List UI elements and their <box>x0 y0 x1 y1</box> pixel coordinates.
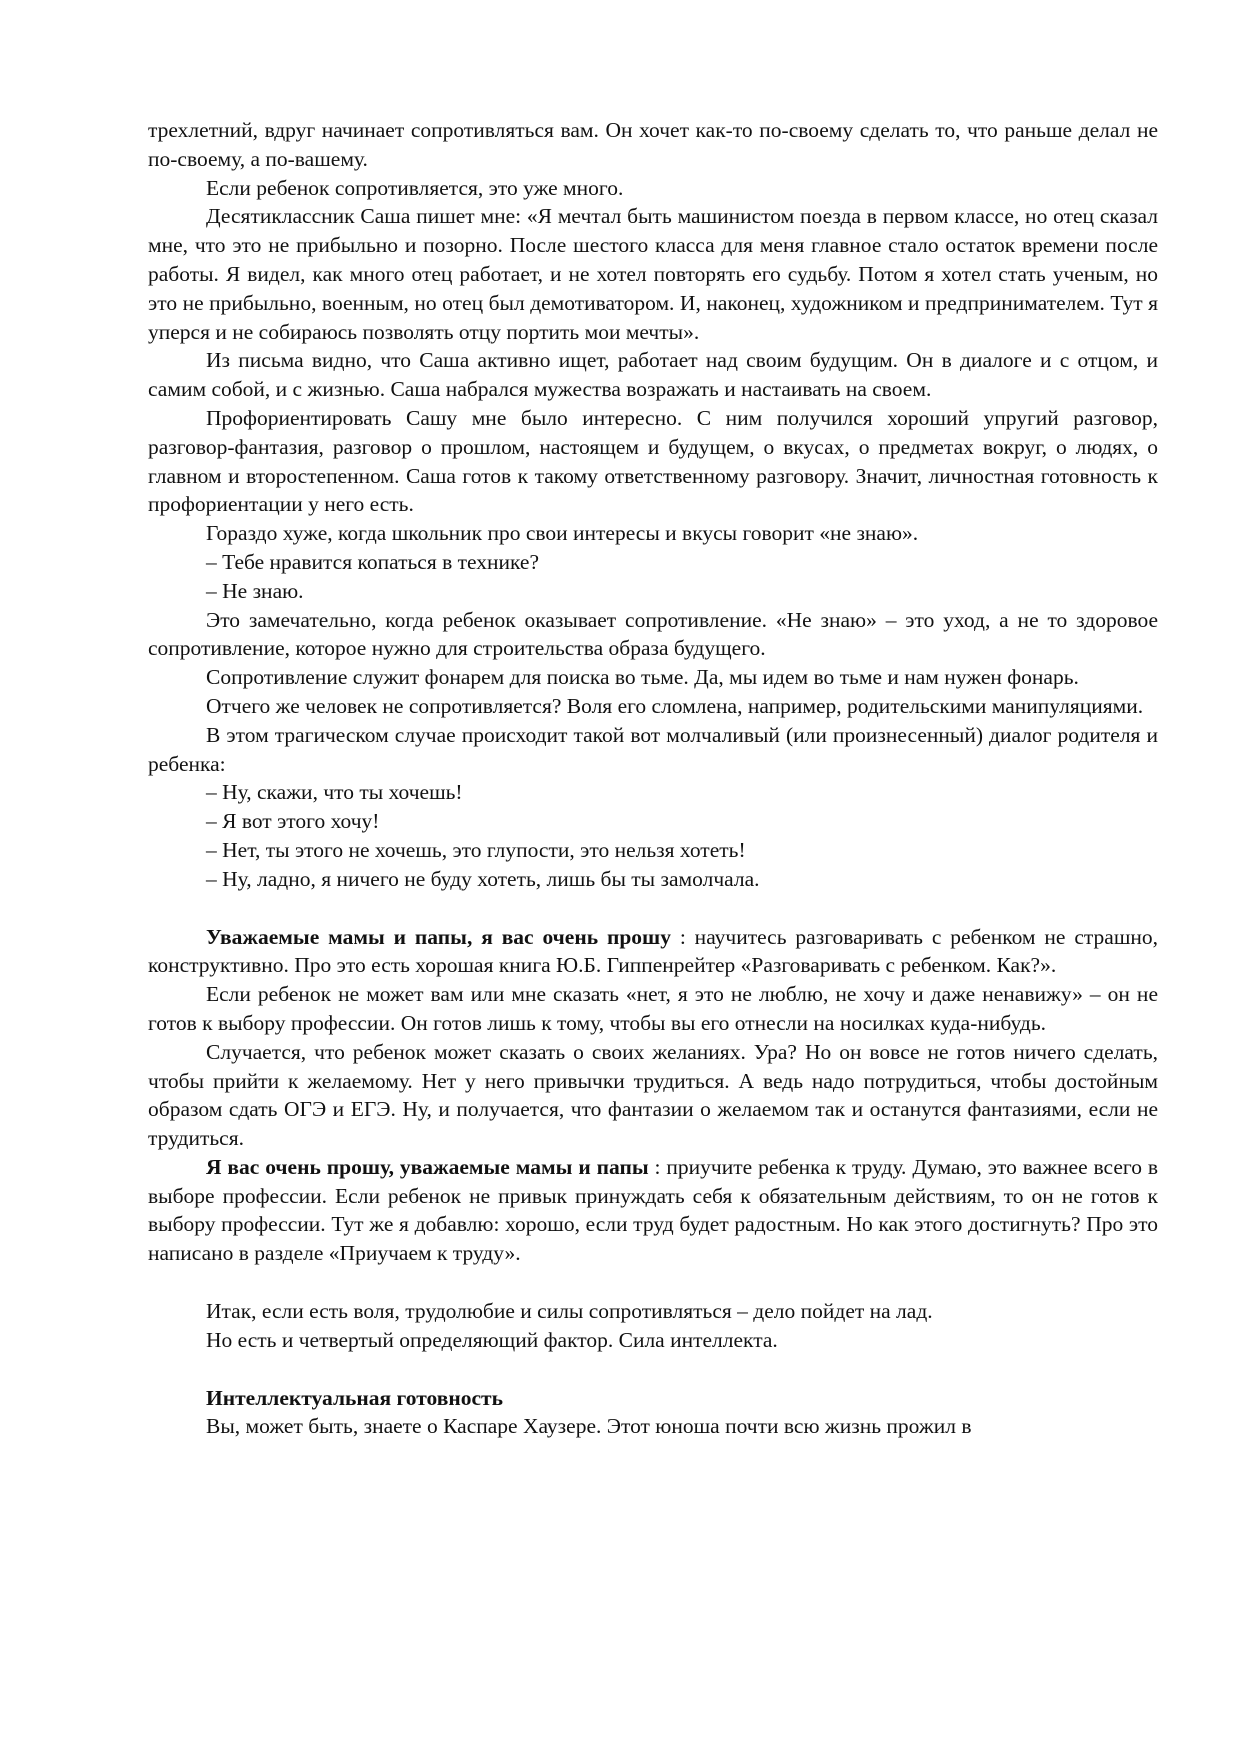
dialogue-line: – Нет, ты этого не хочешь, это глупости, это нельзя хотеть! <box>206 837 746 862</box>
paragraph: Из письма видно, что Саша активно ищет, работает над своим будущим. Он в диалоге и с отцом, и самим собой, и с жизнью. Саша набрался мужества возражать и настаивать на своем. <box>148 348 1158 402</box>
paragraph: Сопротивление служит фонарем для поиска во тьме. Да, мы идем во тьме и нам нужен фонарь. <box>206 665 1079 690</box>
dialogue-line: – Я вот этого хочу! <box>206 809 380 834</box>
summary-line: Итак, если есть воля, трудолюбие и силы сопротивляться – дело пойдет на лад. <box>206 1299 933 1324</box>
summary-line: Но есть и четвертый определяющий фактор. Сила интеллекта. <box>206 1327 778 1352</box>
paragraph: Если ребенок не может вам или мне сказать «нет, я это не люблю, не хочу и даже ненавижу» – он не готов к выбору профессии. Он готов лишь к тому, чтобы вы его отнесли на носилках куда-нибудь. <box>148 982 1158 1035</box>
appeal-paragraph-2 <box>148 1153 1158 1268</box>
paragraph-continuation: трехлетний, вдруг начинает сопротивляться вам. Он хочет как-то по-своему сделать то, что раньше делал не по-своему, а по-вашему. <box>148 118 1158 171</box>
paragraph: Отчего же человек не сопротивляется? Воля его сломлена, например, родительскими манипуляциями. <box>206 693 1144 718</box>
dialogue-line: – Тебе нравится копаться в технике? <box>206 549 540 574</box>
paragraph: Гораздо хуже, когда школьник про свои интересы и вкусы говорит «не знаю». <box>206 521 919 546</box>
dialogue-line: – Не знаю. <box>206 578 304 603</box>
paragraph: Профориентировать Сашу мне было интересно. С ним получился хороший упругий разговор, разговор-фантазия, разговор о прошлом, настоящем и будущем, о вкусах, о предметах вокруг, о людях, о главном и второстепенном. Саша готов к такому ответственному разговору. Значит, личностная готовность к профориентации у него есть. <box>148 405 1158 517</box>
paragraph-last: Вы, может быть, знаете о Каспаре Хаузере. Этот юноша почти всю жизнь прожил в <box>206 1414 972 1439</box>
appeal-text-2: : приучите ребенка к труду. Думаю, это важнее всего в выборе профессии. Если ребенок не привык принуждать себя к обязательным действиям, то он не готов к выбору профессии. Тут же я добавлю: хорошо, если труд будет радостным. Но как этого достигнуть? Про это написано в разделе «Приучаем к труду». <box>148 1154 1158 1266</box>
blank-line <box>148 894 1158 923</box>
paragraph: Случается, что ребенок может сказать о своих желаниях. Ура? Но он вовсе не готов ничего сделать, чтобы прийти к желаемому. Нет у него привычки трудиться. А ведь надо потрудиться, чтобы достойным образом сдать ОГЭ и ЕГЭ. Ну, и получается, что фантазии о желаемом так и останутся фантазиями, если не трудиться. <box>148 1039 1158 1151</box>
document-page <box>148 116 1158 1441</box>
appeal-bold-1: Уважаемые мамы и папы, я вас очень прошу <box>206 924 671 949</box>
paragraph: Это замечательно, когда ребенок оказывает сопротивление. «Не знаю» – это уход, а не то здоровое сопротивление, которое нужно для строительства образа будущего. <box>148 607 1158 661</box>
appeal-paragraph-1 <box>148 923 1158 981</box>
appeal-bold-2: Я вас очень прошу, уважаемые мамы и папы <box>206 1154 649 1179</box>
paragraph-sasha-letter: Десятиклассник Саша пишет мне: «Я мечтал быть машинистом поезда в первом классе, но отец сказал мне, что это не прибыльно и позорно. После шестого класса для меня главное стало остаток времени после работы. Я видел, как много отец работает, и не хотел повторять его судьбу. Потом я хотел стать ученым, но это не прибыльно, военным, но отец был демотиватором. И, наконец, художником и предпринимателем. Тут я уперся и не собираюсь позволять отцу портить мои мечты». <box>148 204 1158 344</box>
appeal-text-1: : научитесь разговаривать с ребенком не страшно, конструктивно. Про это есть хорошая книга Ю.Б. Гиппенрейтер «Разговаривать с ребенком. Как?». <box>148 924 1158 978</box>
dialogue-line: – Ну, скажи, что ты хочешь! <box>206 780 463 805</box>
section-heading: Интеллектуальная готовность <box>206 1385 503 1410</box>
paragraph: Если ребенок сопротивляется, это уже много. <box>206 175 624 200</box>
blank-line <box>148 1268 1158 1297</box>
paragraph: В этом трагическом случае происходит такой вот молчаливый (или произнесенный) диалог родителя и ребенка: <box>148 722 1158 776</box>
blank-line <box>148 1355 1158 1384</box>
dialogue-line: – Ну, ладно, я ничего не буду хотеть, лишь бы ты замолчала. <box>206 866 760 891</box>
